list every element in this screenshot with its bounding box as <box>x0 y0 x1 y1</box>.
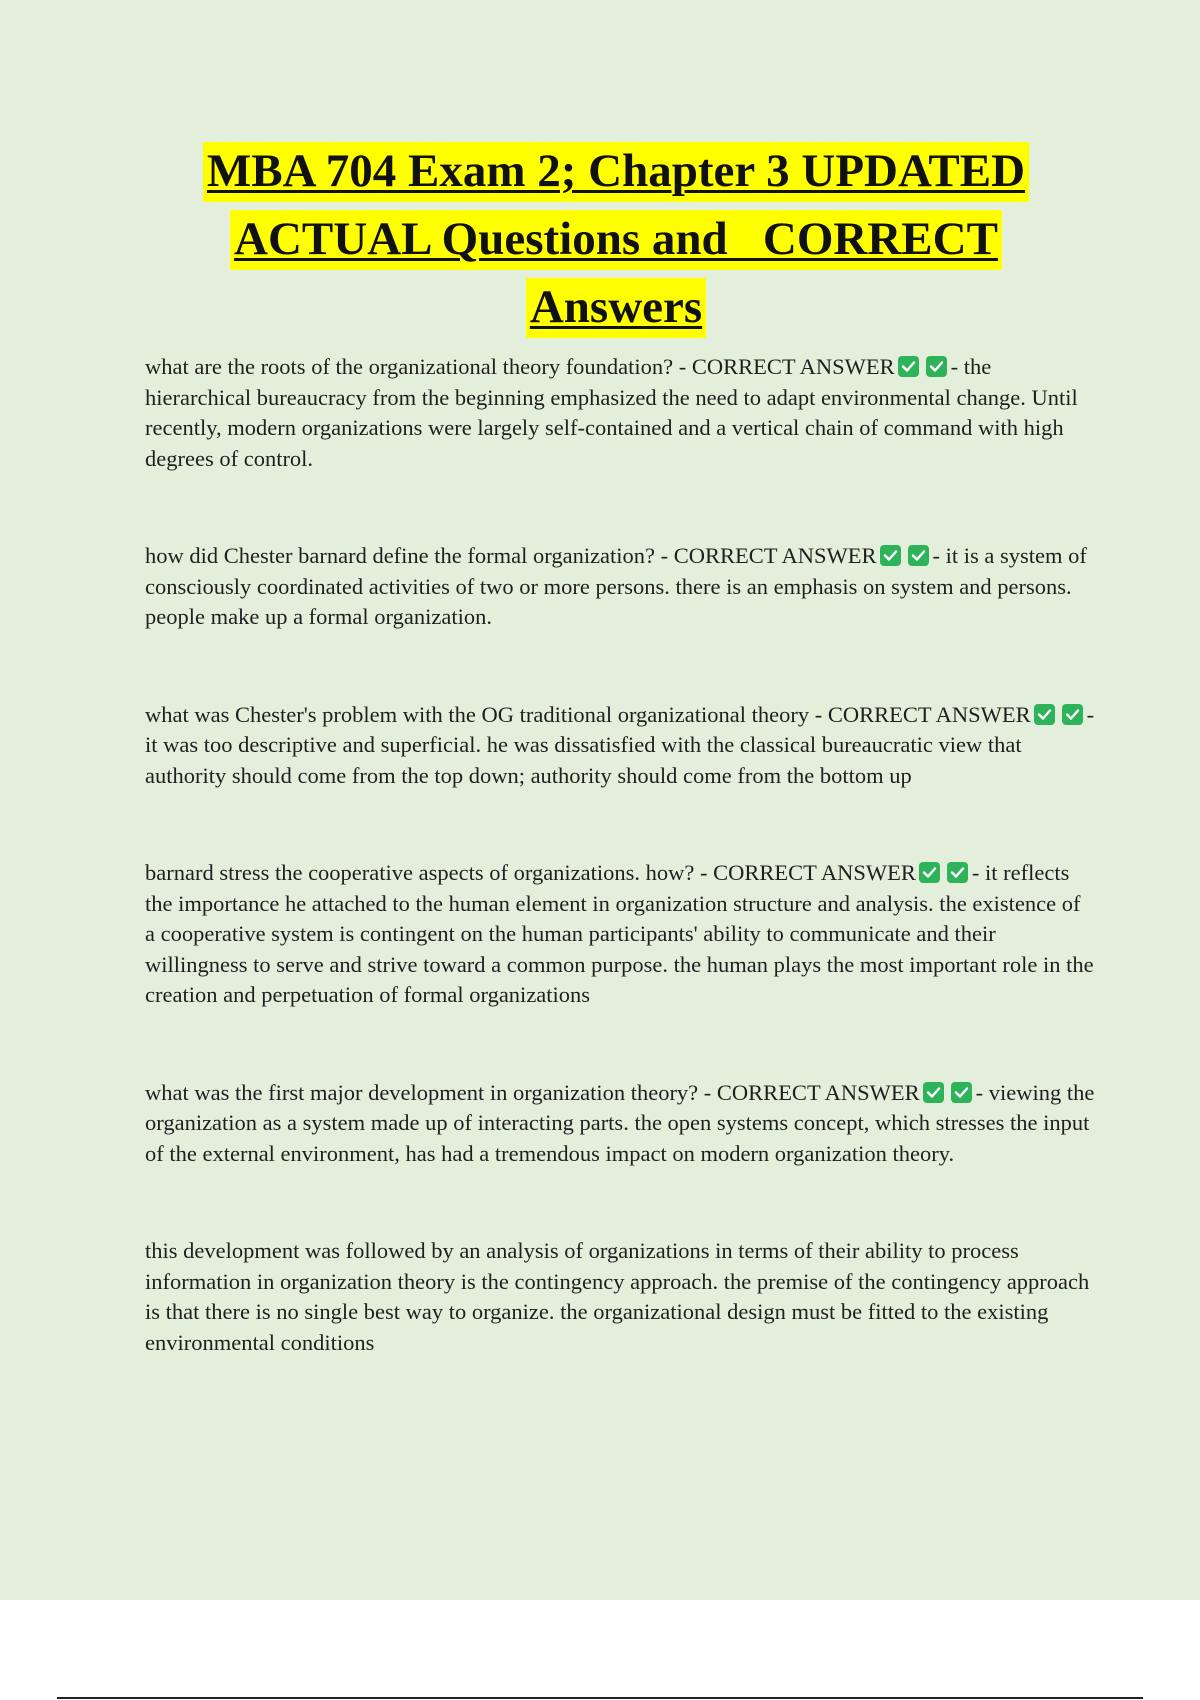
question-text: what was Chester's problem with the OG traditional organizational theory - <box>145 701 828 727</box>
green-checkbox-icon <box>1062 704 1083 725</box>
title-line-3: Answers <box>526 278 706 338</box>
document-title <box>145 142 1087 346</box>
answer-label: CORRECT ANSWER <box>673 543 877 568</box>
green-checkbox-icon <box>919 862 940 883</box>
answer-text: - it was too descriptive and superficial. he was dissatisfied with the classical bureaucratic view that authority should come from the top down; authority should come from the bottom up <box>145 701 1095 788</box>
qa-item <box>145 858 1095 1011</box>
answer-label: CORRECT ANSWER <box>713 860 916 885</box>
question-text: barnard stress the cooperative aspects of organizations. how? - <box>145 860 714 885</box>
title-line-1: MBA 704 Exam 2; Chapter 3 UPDATED <box>203 142 1029 202</box>
answer-text: - the hierarchical bureaucracy from the beginning emphasized the need to adapt environmental change. Until recently, modern organizations were largely self-contained and a vertical chain of command with high degrees of control. <box>145 354 1078 471</box>
answer-text: - it reflects the importance he attached to the human element in organization structure and analysis. the existence of a cooperative system is contingent on the human participants' ability to communicate and their willingness to serve and strive toward a common purpose. the human plays the most important role in the creation and perpetuation of formal organizations <box>145 860 1094 1007</box>
green-checkbox-icon <box>947 862 968 883</box>
closing-paragraph: this development was followed by an analysis of organizations in terms of their ability to process information in organization theory is the contingency approach. the premise of the contingency approach is that there is no single best way to organize. the organizational design must be fitted to the existing environmental conditions <box>145 1238 1090 1355</box>
answer-label: CORRECT ANSWER <box>827 701 1031 727</box>
qa-item <box>145 352 1095 474</box>
answer-label: CORRECT ANSWER <box>691 354 895 379</box>
green-checkbox-icon <box>1034 704 1055 725</box>
qa-item <box>145 1078 1095 1170</box>
question-text: how did Chester barnard define the formal organization? - <box>145 543 674 568</box>
answer-text: - viewing the organization as a system made up of interacting parts. the open systems concept, which stresses the input of the external environment, has had a tremendous impact on modern organization theory. <box>145 1079 1095 1166</box>
green-checkbox-icon <box>926 356 947 377</box>
title-line-2: ACTUAL Questions and CORRECT <box>230 210 1002 270</box>
green-checkbox-icon <box>880 545 901 566</box>
question-text: what are the roots of the organizational theory foundation? - <box>145 354 692 379</box>
qa-item <box>145 541 1095 633</box>
qa-list <box>145 352 1095 1358</box>
footer-divider <box>57 1697 1143 1699</box>
green-checkbox-icon <box>908 545 929 566</box>
answer-label: CORRECT ANSWER <box>716 1079 920 1105</box>
green-checkbox-icon <box>923 1082 944 1103</box>
green-checkbox-icon <box>898 356 919 377</box>
answer-text: - it is a system of consciously coordinated activities of two or more persons. there is an emphasis on system and persons. people make up a formal organization. <box>145 543 1087 629</box>
question-text: what was the first major development in organization theory? - <box>145 1079 717 1105</box>
green-checkbox-icon <box>951 1082 972 1103</box>
qa-item <box>145 700 1095 792</box>
